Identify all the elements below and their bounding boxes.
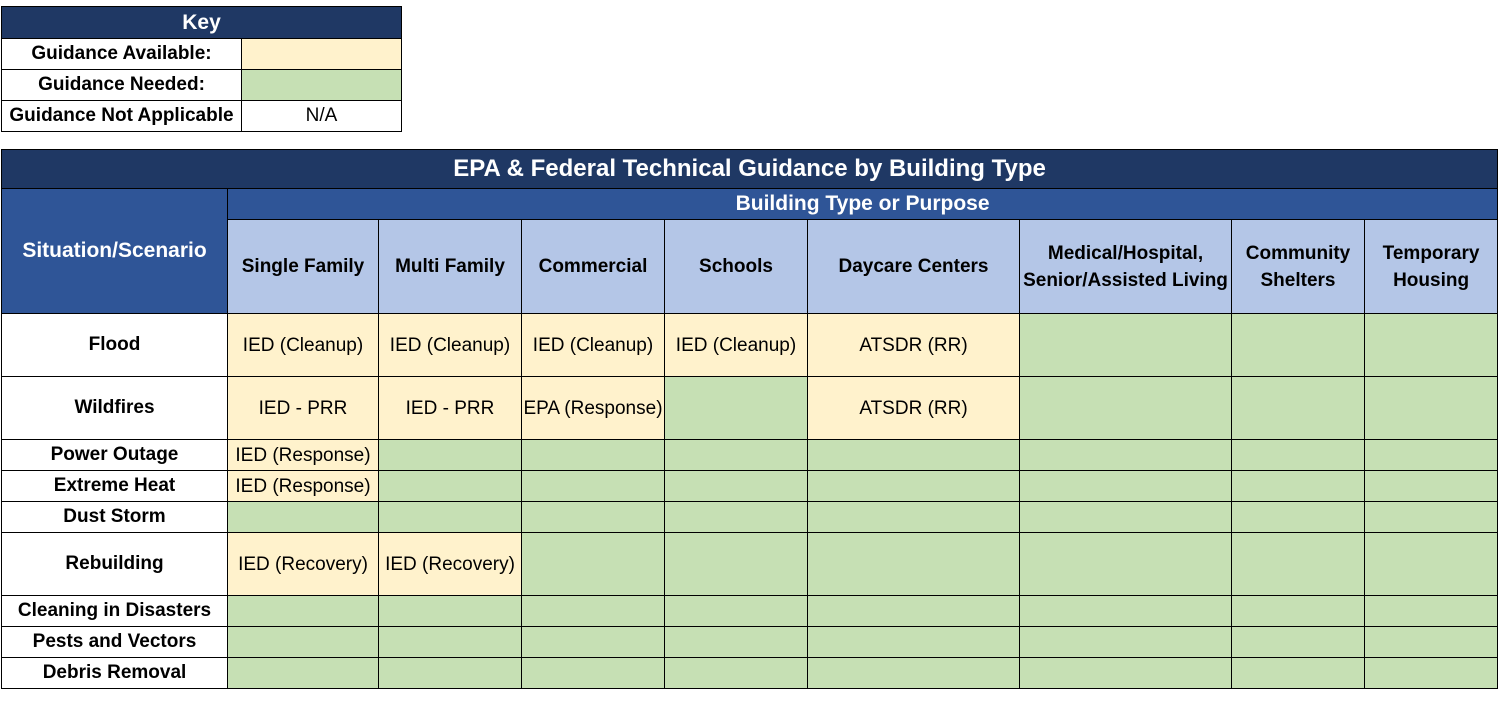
guidance-cell-needed xyxy=(1232,440,1365,471)
guidance-cell-needed xyxy=(808,533,1020,596)
key-swatch-na: N/A xyxy=(242,101,402,132)
column-header-single-family: Single Family xyxy=(228,220,379,314)
table-row xyxy=(2,627,1498,658)
guidance-cell-needed xyxy=(522,596,665,627)
guidance-cell-needed xyxy=(1232,471,1365,502)
row-label-pests-and-vectors: Pests and Vectors xyxy=(2,627,228,658)
guidance-cell-needed xyxy=(665,440,808,471)
row-label-cleaning-in-disasters: Cleaning in Disasters xyxy=(2,596,228,627)
guidance-cell-needed xyxy=(379,502,522,533)
guidance-cell-needed xyxy=(1232,502,1365,533)
row-label-flood: Flood xyxy=(2,314,228,377)
table-title: EPA & Federal Technical Guidance by Building Type xyxy=(2,150,1498,189)
guidance-cell-needed xyxy=(1232,314,1365,377)
key-title: Key xyxy=(2,7,402,39)
guidance-cell-needed xyxy=(665,627,808,658)
guidance-cell-needed xyxy=(522,658,665,689)
row-label-wildfires: Wildfires xyxy=(2,377,228,440)
row-label-power-outage: Power Outage xyxy=(2,440,228,471)
guidance-cell-needed xyxy=(1365,440,1498,471)
guidance-cell-available: IED - PRR xyxy=(379,377,522,440)
guidance-cell-needed xyxy=(1020,471,1232,502)
table-row xyxy=(2,596,1498,627)
guidance-cell-needed xyxy=(808,440,1020,471)
guidance-cell-needed xyxy=(228,502,379,533)
table-row xyxy=(2,533,1498,596)
guidance-cell-needed xyxy=(1232,627,1365,658)
guidance-cell-needed xyxy=(1020,440,1232,471)
guidance-cell-available: IED (Cleanup) xyxy=(379,314,522,377)
key-table xyxy=(1,6,402,132)
table-row xyxy=(2,471,1498,502)
guidance-cell-needed xyxy=(1020,502,1232,533)
column-header-community-shelters: Community Shelters xyxy=(1232,220,1365,314)
guidance-cell-needed xyxy=(1232,533,1365,596)
guidance-cell-available: IED (Recovery) xyxy=(379,533,522,596)
guidance-cell-needed xyxy=(1232,377,1365,440)
column-header-multi-family: Multi Family xyxy=(379,220,522,314)
key-row xyxy=(2,70,402,101)
column-header-commercial: Commercial xyxy=(522,220,665,314)
key-swatch-available xyxy=(242,39,402,70)
guidance-cell-needed xyxy=(1365,658,1498,689)
table-row xyxy=(2,377,1498,440)
row-label-extreme-heat: Extreme Heat xyxy=(2,471,228,502)
key-body xyxy=(2,7,402,132)
guidance-cell-needed xyxy=(1365,533,1498,596)
guidance-cell-available: ATSDR (RR) xyxy=(808,377,1020,440)
guidance-cell-needed xyxy=(379,440,522,471)
guidance-cell-needed xyxy=(1020,658,1232,689)
situation-scenario-header: Situation/Scenario xyxy=(2,189,228,314)
guidance-cell-needed xyxy=(228,658,379,689)
key-title-row xyxy=(2,7,402,39)
guidance-cell-needed xyxy=(379,596,522,627)
guidance-cell-needed xyxy=(1232,596,1365,627)
building-type-header: Building Type or Purpose xyxy=(228,189,1498,220)
key-row xyxy=(2,39,402,70)
guidance-cell-available: IED (Cleanup) xyxy=(665,314,808,377)
guidance-cell-needed xyxy=(522,440,665,471)
guidance-cell-needed xyxy=(379,627,522,658)
guidance-cell-needed xyxy=(1232,658,1365,689)
guidance-cell-available: EPA (Response) xyxy=(522,377,665,440)
guidance-cell-needed xyxy=(665,471,808,502)
guidance-cell-needed xyxy=(1365,627,1498,658)
guidance-cell-available: IED (Response) xyxy=(228,440,379,471)
guidance-cell-needed xyxy=(1365,377,1498,440)
table-row xyxy=(2,502,1498,533)
guidance-cell-needed xyxy=(522,502,665,533)
key-label: Guidance Not Applicable xyxy=(2,101,242,132)
guidance-cell-needed xyxy=(665,658,808,689)
guidance-cell-available: IED (Recovery) xyxy=(228,533,379,596)
guidance-cell-available: IED (Cleanup) xyxy=(522,314,665,377)
table-row xyxy=(2,658,1498,689)
guidance-cell-needed xyxy=(1020,314,1232,377)
column-header-daycare-centers: Daycare Centers xyxy=(808,220,1020,314)
guidance-cell-available: IED (Cleanup) xyxy=(228,314,379,377)
guidance-cell-needed xyxy=(808,471,1020,502)
row-label-dust-storm: Dust Storm xyxy=(2,502,228,533)
column-header-medical-hospital-senior-assisted-living: Medical/Hospital, Senior/Assisted Living xyxy=(1020,220,1232,314)
key-row xyxy=(2,101,402,132)
guidance-cell-needed xyxy=(665,502,808,533)
guidance-cell-needed xyxy=(665,377,808,440)
row-label-rebuilding: Rebuilding xyxy=(2,533,228,596)
guidance-cell-available: IED (Response) xyxy=(228,471,379,502)
guidance-cell-needed xyxy=(379,658,522,689)
table-row xyxy=(2,440,1498,471)
key-label: Guidance Available: xyxy=(2,39,242,70)
table-title-row xyxy=(2,150,1498,189)
key-label: Guidance Needed: xyxy=(2,70,242,101)
column-header-temporary-housing: Temporary Housing xyxy=(1365,220,1498,314)
guidance-cell-needed xyxy=(1020,533,1232,596)
guidance-table xyxy=(1,149,1498,689)
guidance-cell-needed xyxy=(1365,596,1498,627)
guidance-cell-needed xyxy=(522,471,665,502)
guidance-cell-needed xyxy=(379,471,522,502)
guidance-cell-needed xyxy=(1020,627,1232,658)
guidance-cell-needed xyxy=(665,596,808,627)
guidance-cell-needed xyxy=(228,596,379,627)
guidance-cell-available: ATSDR (RR) xyxy=(808,314,1020,377)
row-label-debris-removal: Debris Removal xyxy=(2,658,228,689)
guidance-cell-needed xyxy=(228,627,379,658)
guidance-cell-needed xyxy=(808,658,1020,689)
guidance-cell-needed xyxy=(1365,502,1498,533)
guidance-cell-needed xyxy=(808,502,1020,533)
group-header-row xyxy=(2,189,1498,220)
guidance-cell-needed xyxy=(808,596,1020,627)
guidance-cell-needed xyxy=(1365,471,1498,502)
table-row xyxy=(2,314,1498,377)
guidance-cell-needed xyxy=(1365,314,1498,377)
guidance-cell-needed xyxy=(522,533,665,596)
guidance-cell-needed xyxy=(1020,377,1232,440)
guidance-cell-needed xyxy=(665,533,808,596)
guidance-table-body xyxy=(2,150,1498,689)
key-swatch-needed xyxy=(242,70,402,101)
guidance-cell-needed xyxy=(522,627,665,658)
column-header-schools: Schools xyxy=(665,220,808,314)
guidance-cell-needed xyxy=(808,627,1020,658)
guidance-cell-available: IED - PRR xyxy=(228,377,379,440)
guidance-cell-needed xyxy=(1020,596,1232,627)
